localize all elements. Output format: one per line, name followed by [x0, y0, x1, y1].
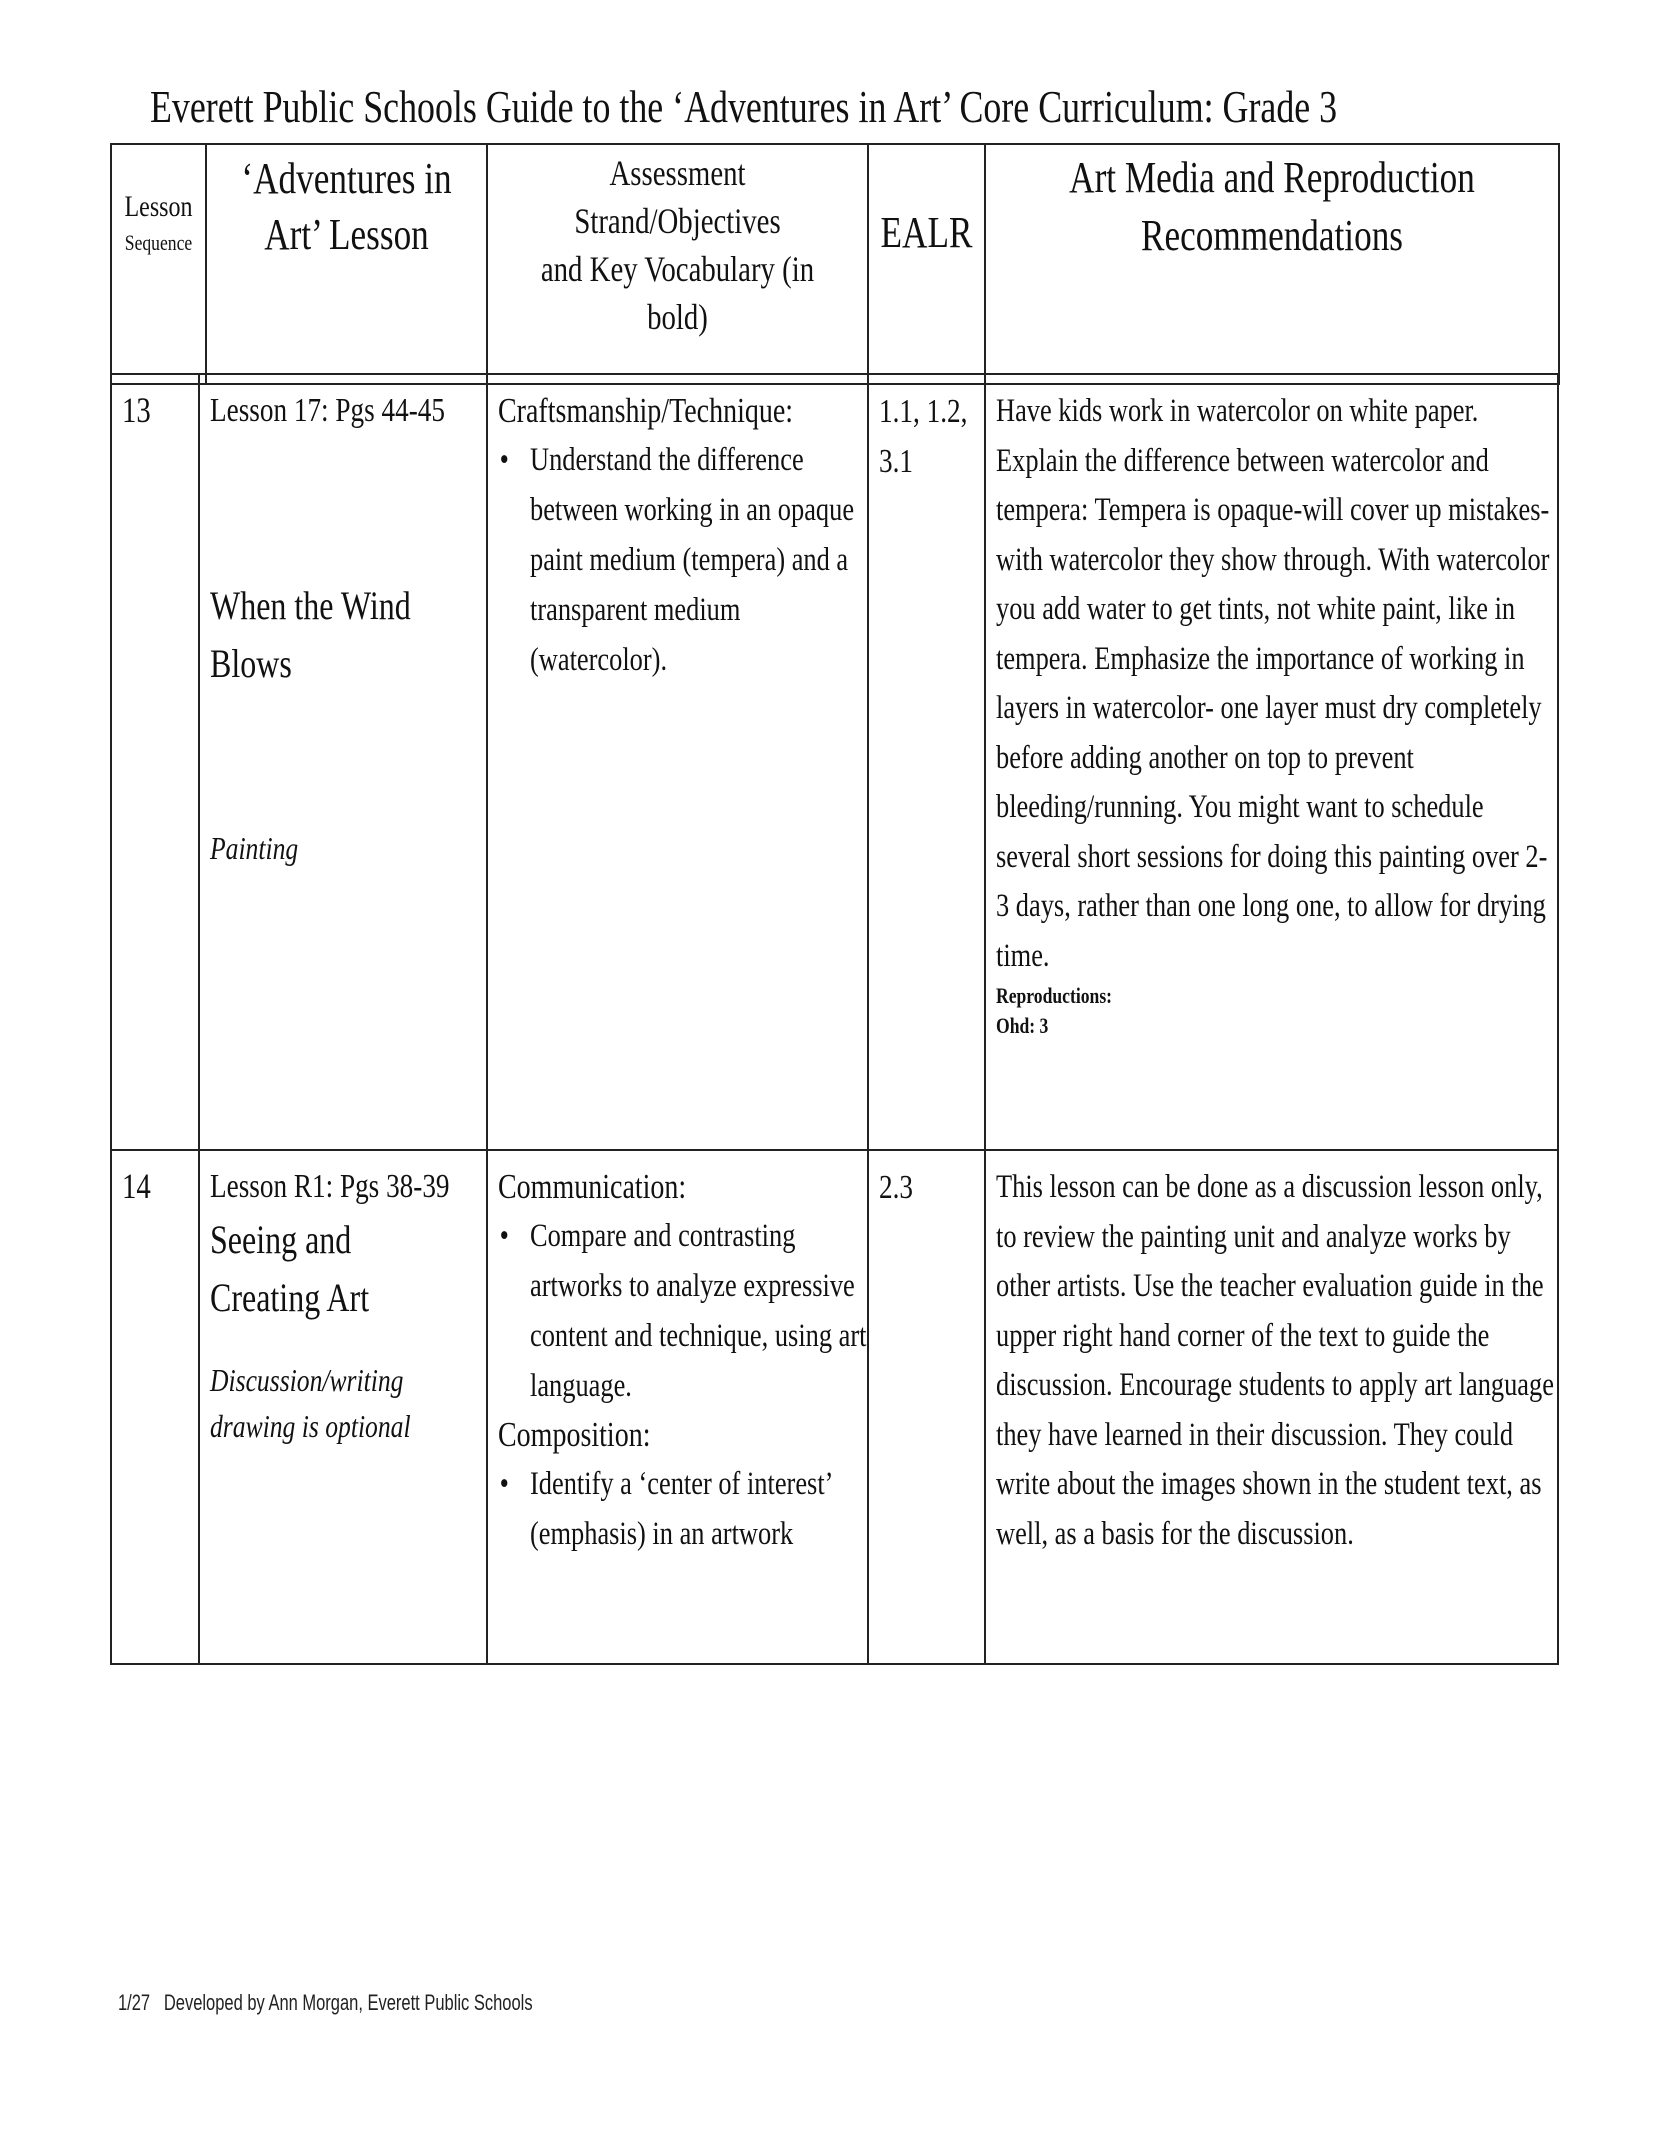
- ealr-value: 2.3: [879, 1169, 913, 1206]
- page-title: Everett Public Schools Guide to the ‘Adventures in Art’ Core Curriculum: Grade 3: [150, 81, 1338, 132]
- strand-heading: Craftsmanship/Technique:: [498, 391, 794, 430]
- header-lesson-line1: ‘Adventures in: [241, 154, 452, 203]
- header-assess-line2: and Key Vocabulary (in bold): [540, 249, 815, 337]
- table-row: [111, 374, 1558, 1150]
- header-table: [110, 143, 1560, 385]
- reproductions-value: Ohd: 3: [996, 1013, 1049, 1038]
- ealr-value: 3.1: [879, 443, 913, 480]
- lesson-number-text: 13: [122, 390, 151, 430]
- header-seq-line1: Lesson: [124, 190, 193, 223]
- header-media-line2: Recommendations: [1141, 211, 1403, 260]
- header-assess-line1: Assessment Strand/Objectives: [574, 153, 781, 241]
- objective-item: • Compare and contrasting artworks to analyze expressive content and technique, using art language.: [499, 1218, 867, 1404]
- lesson-number-text: 14: [122, 1166, 151, 1206]
- header-ealr-label: EALR: [880, 208, 973, 257]
- lesson-title: Creating Art: [210, 1275, 370, 1320]
- assessment-cell: [487, 374, 868, 1150]
- lesson-number: [111, 1150, 199, 1664]
- header-seq-line2: Sequence: [124, 230, 193, 255]
- lesson-title: Blows: [210, 641, 292, 686]
- media-recommendation: This lesson can be done as a discussion lesson only, to review the painting unit and analyze works by other artists. Use the teacher evaluation guide in the upper right hand corner of the text to guide the discussion. Encourage students to apply art language they have learned in their discussion. They could write about the images shown in the student text, as well, as a basis for the discussion.: [996, 1169, 1554, 1552]
- header-assessment: [487, 144, 868, 384]
- strand-heading: Communication:: [498, 1167, 687, 1206]
- lesson-medium: drawing is optional: [210, 1408, 411, 1444]
- header-lesson-line2: Art’ Lesson: [264, 210, 429, 259]
- header-lesson: [206, 144, 487, 384]
- header-ealr: [868, 144, 985, 384]
- lesson-cell: [199, 374, 487, 1150]
- ealr-cell: [868, 1150, 985, 1664]
- objective-item: • Understand the difference between working in an opaque paint medium (tempera) and a transparent medium (watercolor).: [499, 442, 855, 678]
- media-recommendation: Have kids work in watercolor on white paper. Explain the difference between watercolor and tempera: Tempera is opaque-will cover up mistakes-with watercolor they show through. With watercolor you add water to get tints, not white paint, like in tempera. Emphasize the importance of working in layers in watercolor- one layer must dry completely before adding another on top to prevent bleeding/running. You might want to schedule several short sessions for doing this painting over 2-3 days, rather than one long one, to allow for drying time.: [996, 393, 1550, 974]
- curriculum-table: [110, 373, 1559, 1665]
- lesson-ref: Lesson 17: Pgs 44-45: [210, 392, 445, 429]
- header-media-line1: Art Media and Reproduction: [1069, 153, 1475, 202]
- header-lesson-sequence: [111, 144, 206, 384]
- strand-heading: Composition:: [498, 1415, 651, 1454]
- lesson-medium: Discussion/writing: [210, 1362, 404, 1398]
- ealr-value: 1.1, 1.2,: [879, 393, 968, 430]
- ealr-cell: [868, 374, 985, 1150]
- media-cell: [985, 374, 1558, 1150]
- lesson-cell: [199, 1150, 487, 1664]
- page-footer: 1/27 Developed by Ann Morgan, Everett Public Schools: [118, 1990, 533, 2015]
- media-cell: [985, 1150, 1558, 1664]
- table-row: [111, 1150, 1558, 1664]
- lesson-title: Seeing and: [210, 1217, 352, 1262]
- lesson-medium: Painting: [210, 830, 299, 866]
- lesson-title: When the Wind: [210, 583, 411, 628]
- reproductions-label: Reproductions:: [996, 983, 1113, 1008]
- lesson-number: [111, 374, 199, 1150]
- assessment-cell: [487, 1150, 868, 1664]
- lesson-ref: Lesson R1: Pgs 38-39: [210, 1168, 450, 1205]
- header-media: [985, 144, 1559, 384]
- objective-item: • Identify a ‘center of interest’ (emphasis) in an artwork: [499, 1466, 832, 1552]
